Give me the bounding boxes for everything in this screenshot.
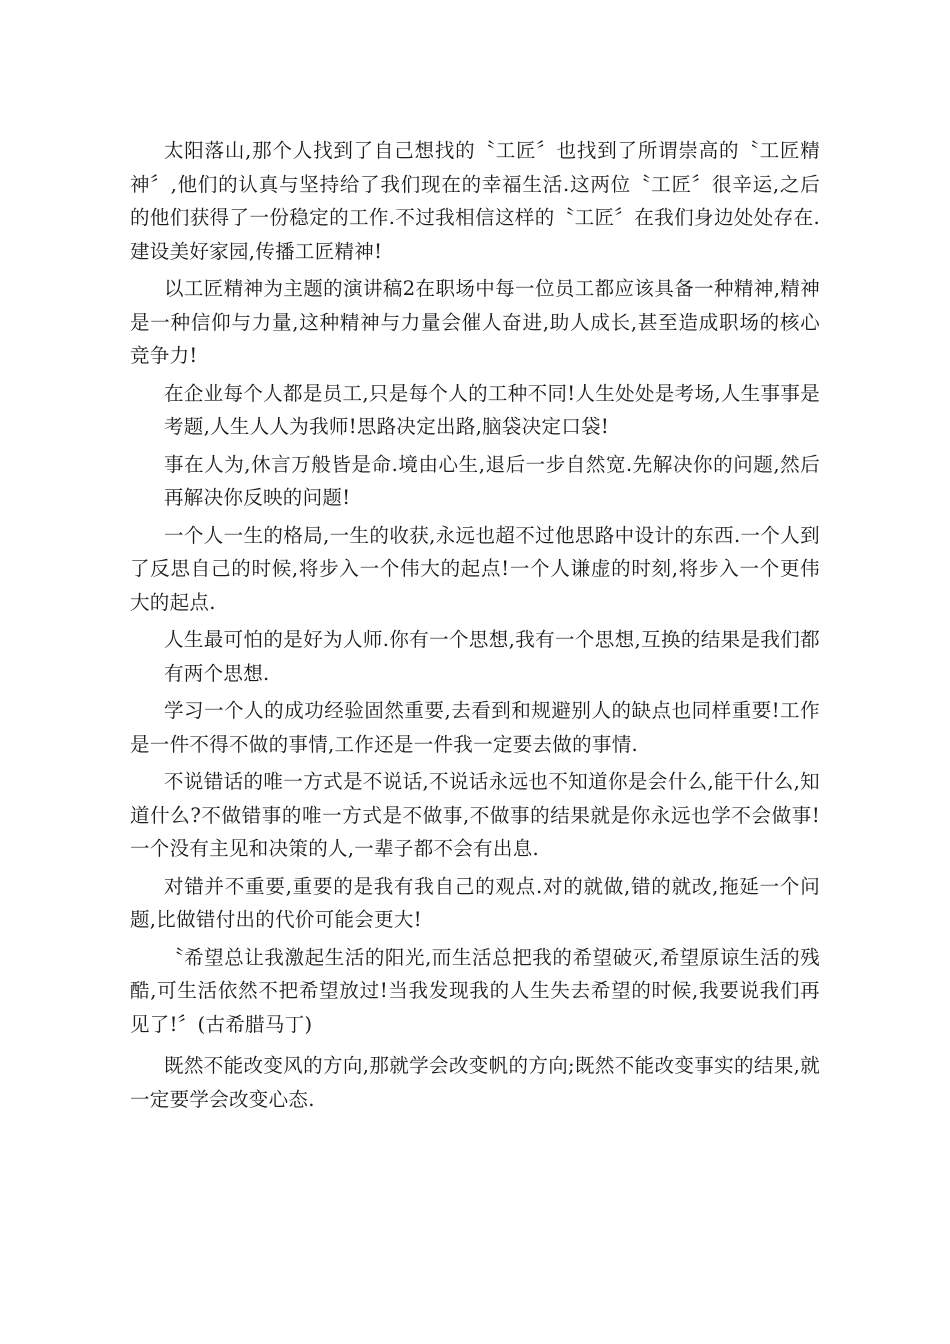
- paragraph-6: 人生最可怕的是好为人师.你有一个思想,我有一个思想,互换的结果是我们都有两个思想.: [164, 628, 820, 685]
- paragraph-4: 事在人为,休言万般皆是命.境由心生,退后一步自然宽.先解决你的问题,然后再解决你反映的问题!: [164, 452, 820, 509]
- paragraph-10: 既然不能改变风的方向,那就学会改变帆的方向;既然不能改变事实的结果,就一定要学会改变心态.: [130, 1054, 820, 1111]
- paragraph-8: 不说错话的唯一方式是不说话,不说话永远也不知道你是会什么,能干什么,知道什么?不做错事的唯一方式是不做事,不做事的结果就是你永远也学不会做事!一个没有主见和决策的人,一辈子都不会有出息.: [130, 770, 820, 860]
- paragraph-2: 以工匠精神为主题的演讲稿2在职场中每一位员工都应该具备一种精神,精神是一种信仰与力量,这种精神与力量会催人奋进,助人成长,甚至造成职场的核心竞争力!: [130, 277, 820, 367]
- paragraph-9: 对错并不重要,重要的是我有我自己的观点.对的就做,错的就改,拖延一个问题,比做错付出的代价可能会更大!: [130, 874, 820, 931]
- paragraph-5: 一个人一生的格局,一生的收获,永远也超不过他思路中设计的东西.一个人到了反思自己的时候,将步入一个伟大的起点!一个人谦虚的时刻,将步入一个更伟大的起点.: [130, 523, 820, 614]
- paragraph-quote: 〝希望总让我激起生活的阳光,而生活总把我的希望破灭,希望原谅生活的残酷,可生活依然不把希望放过!当我发现我的人生失去希望的时候,我要说我们再见了!〞(古希腊马丁): [130, 945, 820, 1036]
- paragraph-7: 学习一个人的成功经验固然重要,去看到和规避别人的缺点也同样重要!工作是一件不得不做的事情,工作还是一件我一定要去做的事情.: [130, 699, 820, 756]
- paragraph-1: 太阳落山,那个人找到了自己想找的〝工匠〞也找到了所谓崇高的〝工匠精神〞,他们的认真与坚持给了我们现在的幸福生活.这两位〝工匠〞很辛运,之后的他们获得了一份稳定的工作.不过我相信这样的〝工匠〞在我们身边处处存在.建设美好家园,传播工匠精神!: [130, 139, 820, 263]
- paragraph-3: 在企业每个人都是员工,只是每个人的工种不同!人生处处是考场,人生事事是考题,人生人人为我师!思路决定出路,脑袋决定口袋!: [164, 381, 820, 438]
- document-body: [130, 134, 820, 1116]
